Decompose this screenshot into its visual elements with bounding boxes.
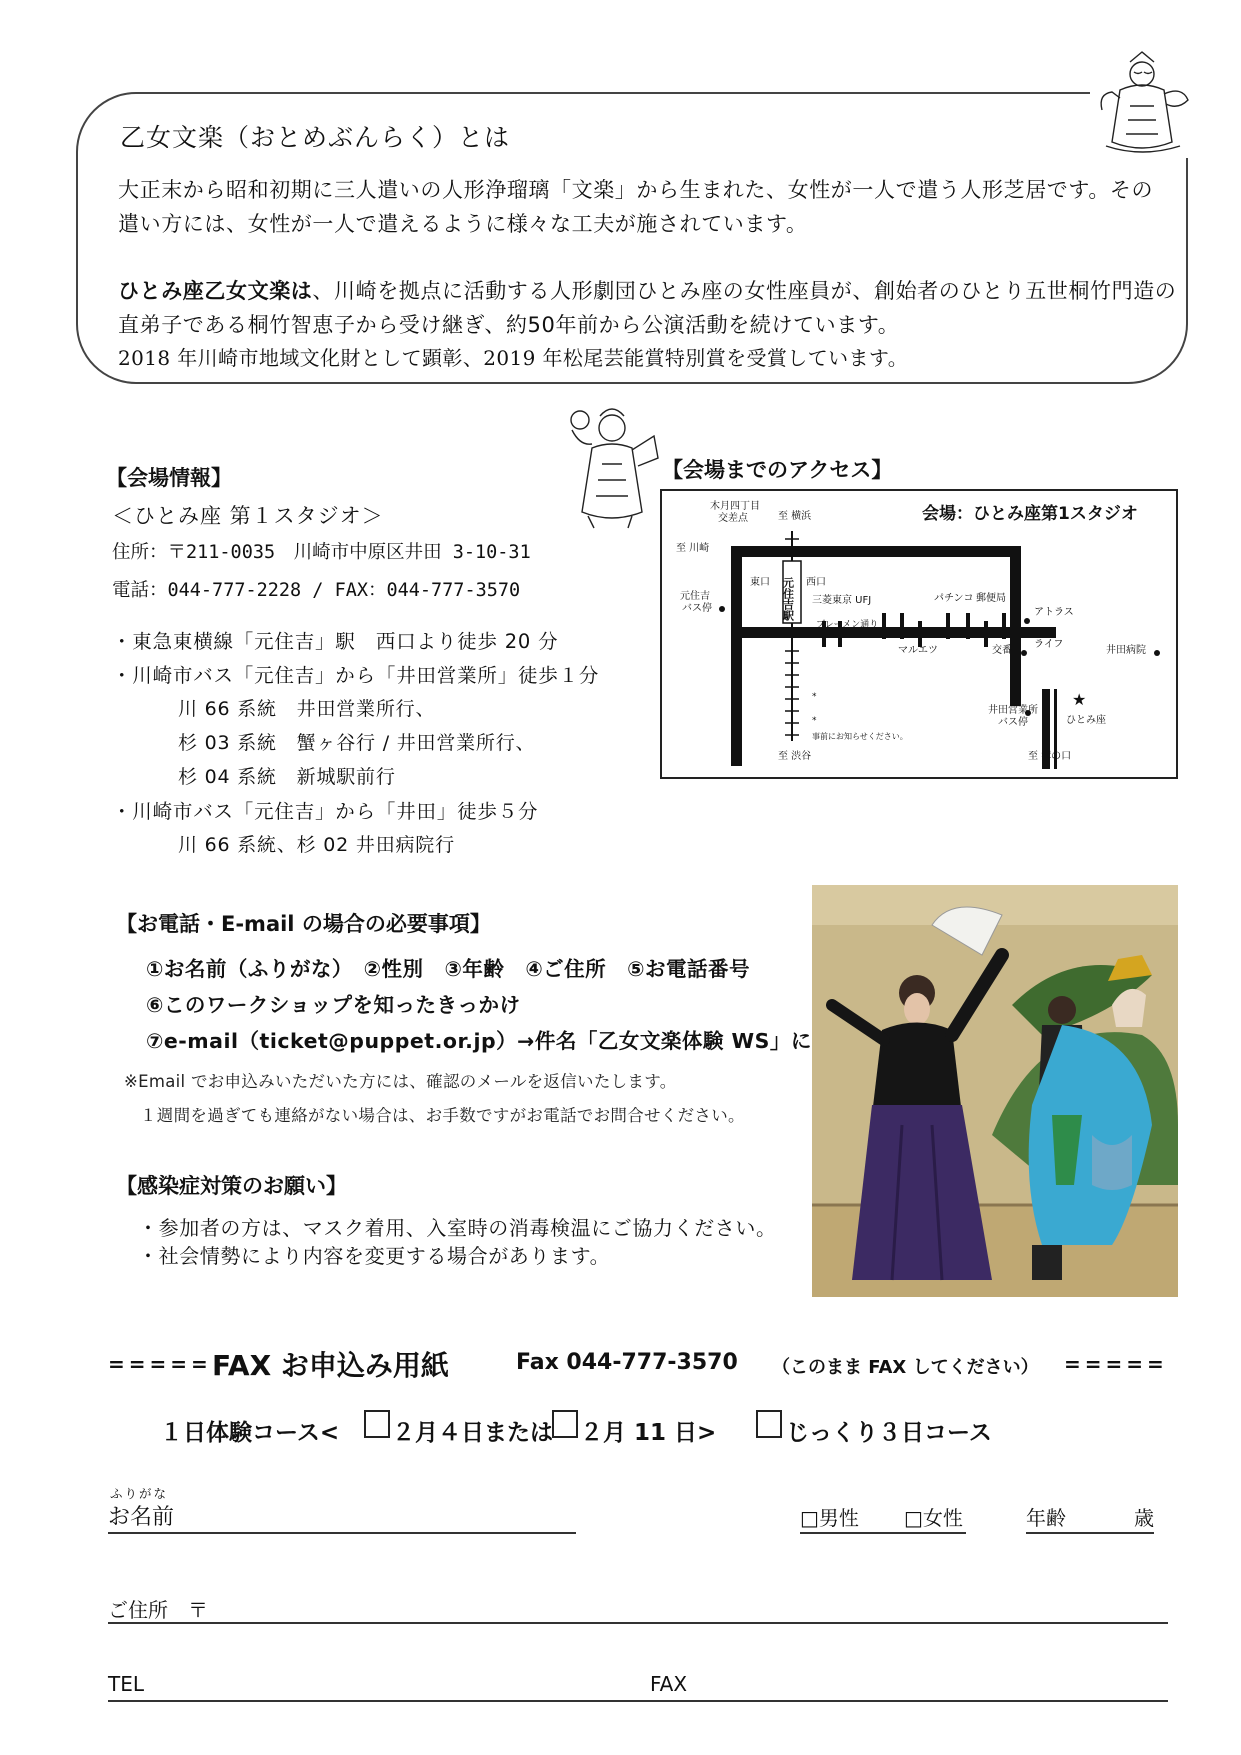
checkbox-feb11[interactable] xyxy=(552,1410,578,1438)
fax-equals-right: ===== xyxy=(1064,1352,1168,1376)
map-label: 至 溝の口 xyxy=(1028,751,1072,762)
tel-fax-field[interactable] xyxy=(108,1700,1168,1702)
age-label: 年齢 xyxy=(1026,1506,1066,1530)
name-field[interactable] xyxy=(108,1532,576,1534)
intro-paragraph-2 xyxy=(118,274,1178,342)
name-label: お名前 xyxy=(108,1505,175,1530)
performance-photo xyxy=(812,885,1178,1297)
course1-label: １日体験コース< xyxy=(160,1420,340,1446)
gender-female-option[interactable]: □女性 xyxy=(904,1506,963,1530)
intro-bold-lead: ひとみ座乙女文楽は xyxy=(118,279,313,303)
map-label: 至 川崎 xyxy=(676,543,710,554)
map-road-bremen xyxy=(731,627,1056,638)
fax-form-title: FAX お申込み用紙 xyxy=(212,1349,449,1382)
map-road-north xyxy=(731,546,1021,557)
address-label: ご住所 〒 xyxy=(108,1598,208,1622)
map-label: アトラス xyxy=(1034,607,1074,618)
route-line: ・川崎市バス「元住吉」から「井田」徒歩５分 xyxy=(112,800,539,823)
gender-underline xyxy=(800,1532,966,1534)
email-note-1: ※Email でお申込みいただいた方には、確認のメールを返信いたします。 xyxy=(124,1072,677,1091)
course1-date2: ２月 11 日> xyxy=(580,1420,717,1446)
fax-label: FAX xyxy=(650,1672,688,1696)
map-label: マルエツ xyxy=(898,645,938,656)
venue-name: ＜ひとみ座 第１スタジオ＞ xyxy=(112,504,384,528)
checkbox-feb4[interactable] xyxy=(364,1410,390,1438)
map-label: 東口 xyxy=(750,577,770,588)
map-station-char: 元住吉駅 xyxy=(781,577,795,621)
infection-item: ・社会情勢により内容を変更する場合があります。 xyxy=(138,1244,611,1268)
puppet-illustration-top xyxy=(1090,50,1194,158)
intro-title: 乙女文楽（おとめぶんらく）とは xyxy=(120,123,511,152)
map-road-tsunashima xyxy=(731,546,742,766)
map-label: バス停 xyxy=(998,717,1028,728)
furigana-label: ふりがな xyxy=(110,1486,169,1501)
map-label: 元住吉 xyxy=(680,591,710,602)
venue-section-title: 【会場情報】 xyxy=(106,466,232,490)
map-label: 至 渋谷 xyxy=(778,751,812,762)
puppet-illustration-middle xyxy=(558,400,666,530)
map-label: 交番 xyxy=(992,645,1012,656)
map-label: バス停 xyxy=(682,603,712,614)
email-note-2: １週間を過ぎても連絡がない場合は、お手数ですがお電話でお問合せください。 xyxy=(140,1106,745,1125)
course1-date1: ２月４日または xyxy=(392,1420,553,1446)
map-label: 井田営業所 xyxy=(988,705,1038,716)
requirement-item: ①お名前（ふりがな） ②性別 ③年齢 ④ご住所 ⑤お電話番号 xyxy=(146,957,751,981)
map-label: パチンコ xyxy=(934,593,974,604)
map-label: ライフ xyxy=(1034,639,1064,650)
intro-paragraph-2-rest: 、川崎を拠点に活動する人形劇団ひとみ座の女性座員が、創始者のひとり五世桐竹門造の直弟子である桐竹智恵子から受け継ぎ、約50年前から公演活動を続けています。 xyxy=(118,279,1177,337)
requirement-item: ⑦e-mail（ticket@puppet.or.jp）→件名「乙女文楽体験 WS」に xyxy=(146,1029,812,1053)
age-unit: 歳 xyxy=(1134,1506,1154,1530)
access-map xyxy=(660,489,1178,779)
map-label: 至 横浜 xyxy=(778,511,812,522)
map-label: ひとみ座 xyxy=(1066,715,1106,726)
fax-number: Fax 044-777-3570 xyxy=(516,1350,738,1375)
map-venue-label: 会場：ひとみ座第1スタジオ xyxy=(922,504,1138,524)
map-road-east xyxy=(1010,546,1021,706)
fax-equals-left: ===== xyxy=(108,1352,212,1376)
address-field[interactable] xyxy=(108,1622,1168,1624)
fax-form-header xyxy=(108,1344,1168,1384)
route-line: ・東急東横線「元住吉」駅 西口より徒歩 20 分 xyxy=(112,630,559,653)
map-label: 交差点 xyxy=(718,513,748,524)
intro-awards: 2018 年川崎市地域文化財として顕彰、2019 年松尾芸能賞特別賞を受賞しています。 xyxy=(118,346,909,370)
map-label: 郵便局 xyxy=(976,593,1006,604)
map-label: 事前にお知らせください。 xyxy=(812,732,908,741)
map-label: 木月四丁目 xyxy=(710,501,760,512)
course2-label: じっくり３日コース xyxy=(786,1420,992,1446)
age-field[interactable] xyxy=(1026,1532,1154,1534)
map-label: ブレーメン通り xyxy=(816,620,879,630)
venue-star-icon: ★ xyxy=(1072,690,1087,709)
route-line: 川 66 系統、杉 02 井田病院行 xyxy=(178,834,455,856)
svg-text:*: * xyxy=(812,692,817,702)
route-line: 杉 03 系統 蟹ヶ谷行 / 井田営業所行、 xyxy=(178,732,536,754)
infection-title: 【感染症対策のお願い】 xyxy=(116,1174,347,1198)
requirements-title: 【お電話・E-mail の場合の必要事項】 xyxy=(116,912,491,936)
requirement-item: ⑥このワークショップを知ったきっかけ xyxy=(146,993,521,1017)
checkbox-3day-course[interactable] xyxy=(756,1410,782,1438)
gender-male-option[interactable]: □男性 xyxy=(800,1506,859,1530)
access-section-title: 【会場までのアクセス】 xyxy=(662,458,893,482)
map-label: 西口 xyxy=(806,577,826,588)
route-line: ・川崎市バス「元住吉」から「井田営業所」徒歩１分 xyxy=(112,664,600,687)
map-label: 井田病院 xyxy=(1106,645,1146,656)
venue-address: 住所：〒211-0035 川崎市中原区井田 3-10-31 xyxy=(112,542,531,563)
map-label: 三菱東京 UFJ xyxy=(812,595,872,606)
intro-paragraph-1: 大正末から昭和初期に三人遣いの人形浄瑠璃「文楽」から生まれた、女性が一人で遣う人形芝居です。その遣い方には、女性が一人で遣えるように様々な工夫が施されています。 xyxy=(118,178,1154,236)
fax-instruction: （このまま FAX してください） xyxy=(772,1357,1039,1378)
svg-text:*: * xyxy=(812,716,817,726)
venue-phone: 電話：044-777-2228 / FAX：044-777-3570 xyxy=(112,580,521,601)
tel-label: TEL xyxy=(108,1672,144,1696)
infection-item: ・参加者の方は、マスク着用、入室時の消毒検温にご協力ください。 xyxy=(138,1216,777,1240)
route-line: 川 66 系統 井田営業所行、 xyxy=(178,698,436,720)
route-line: 杉 04 系統 新城駅前行 xyxy=(178,766,396,788)
